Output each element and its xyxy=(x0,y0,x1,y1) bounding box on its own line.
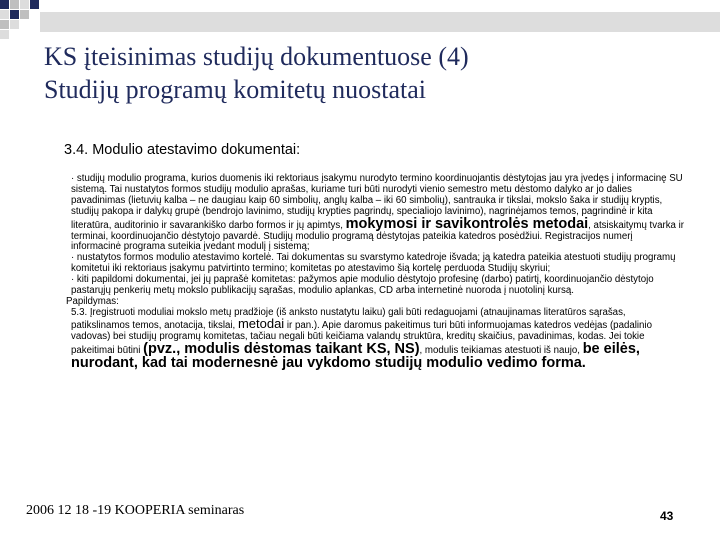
decor-square-dark xyxy=(0,0,9,9)
decor-square xyxy=(0,10,9,19)
decor-square-dark xyxy=(10,10,19,19)
paragraph-registered-modules xyxy=(66,308,684,371)
addendum-label: Papildymas: xyxy=(66,295,119,307)
decor-square xyxy=(10,20,19,29)
section-subheading: 3.4. Modulio atestavimo dokumentai: xyxy=(64,142,301,158)
page-number: 43 xyxy=(660,509,674,523)
footer-text: 2006 12 18 -19 KOOPERIA seminaras xyxy=(26,503,245,518)
decor-square xyxy=(0,20,9,29)
paragraph-module-program xyxy=(66,174,684,253)
text: ir pan.). Apie daromus pakeitimus turi būti informuojamas katedros vedėjas (padalinio vadovas) bei studijų programų komitetas, tačiau negali būti keičiama valandų struktūra, kreditų skaičius, pavadinimas, kodas. Jei tokie pakeitimai būtini xyxy=(71,319,652,356)
slide-title xyxy=(44,40,704,106)
emphasis-example: (pvz., modulis dėstomas taikant KS, NS) xyxy=(143,340,420,357)
emphasis-metodai: metodai xyxy=(237,315,285,331)
title-line-2: Studijų programų komitetų nuostatai xyxy=(44,75,427,104)
paragraph-attestation-card: · nustatytos formos modulio atestavimo kortelė. Tai dokumentas su svarstymo katedroje išvada; ją katedra pateikia atestuoti studijų programų komitetui iki rektoriaus įsakymu patvirtinto termino; komitetas po atestavimo šią kortelę perduoda Studijų skyriui; xyxy=(71,252,676,275)
decor-square xyxy=(10,0,19,9)
decor-square xyxy=(20,10,29,19)
emphasis-methods: mokymosi ir savikontrolės metodai xyxy=(345,215,589,232)
text: , atsiskaitymų tvarka ir terminai, koordinuojančio dėstytojo pavardė. Studijų modulio programą dėstytojas pateikia katedros posėdžiui. Registracijos numerį informacinė programa suteikia įvedant modulį į sistemą; xyxy=(71,219,684,253)
decor-square xyxy=(20,0,29,9)
paragraph-additional-documents: · kiti papildomi dokumentai, jei jų paprašė komitetas: pažymos apie modulio dėstytojo profesinę (darbo) patirtį, koordinuojančio dėstytojo pastarųjų penkerių metų mokslo publikacijų sąrašas, modulio aplankas, CD arba internetinė nuoroda į nuotolinį kursą. xyxy=(71,274,654,297)
body-text xyxy=(66,174,684,370)
text: 5.3. Įregistruoti moduliai mokslo metų pradžioje (iš anksto nustatytu laiku) gali būti redaguojami (atnaujinamas literatūros sąrašas, patikslinamos temos, anotacija, tikslai, xyxy=(71,306,626,331)
emphasis-out-of-turn: be eilės, nurodant, kad tai modernesnė jau vykdomo studijų modulio vedimo forma. xyxy=(71,340,640,371)
decor-square-dark xyxy=(30,0,39,9)
decor-square xyxy=(0,30,9,39)
top-decor-bar xyxy=(40,12,720,32)
text: , modulis teikiamas atestuoti iš naujo, xyxy=(419,344,580,356)
text: · studijų modulio programa, kurios duomenis iki rektoriaus įsakymu nurodyto termino koordinuojantis dėstytojas jau yra įvedęs į informacinę SU sistemą. Tai nustatytos formos studijų modulio aprašas, kuriame turi būti nurodyti vienio semestro metu dėstomo dalyko ar jo dalies pavadinimas (lietuvių kalba – ne daugiau kaip 60 simbolių, anglų kalba – iki 60 simbolių), santrauka ir tikslai, mokslo šaka ir studijų kryptis, studijų pakopa ir dalykų grupė (bendrojo lavinimo, studijų krypties pagrindų, specialiojo lavinimo), nagrinėjamos temos, pagrindinė ir kita literatūra, auditorinio ir savarankiško darbo formos ir jų apimtys, xyxy=(71,173,683,231)
title-line-1: KS įteisinimas studijų dokumentuose (4) xyxy=(44,42,469,71)
